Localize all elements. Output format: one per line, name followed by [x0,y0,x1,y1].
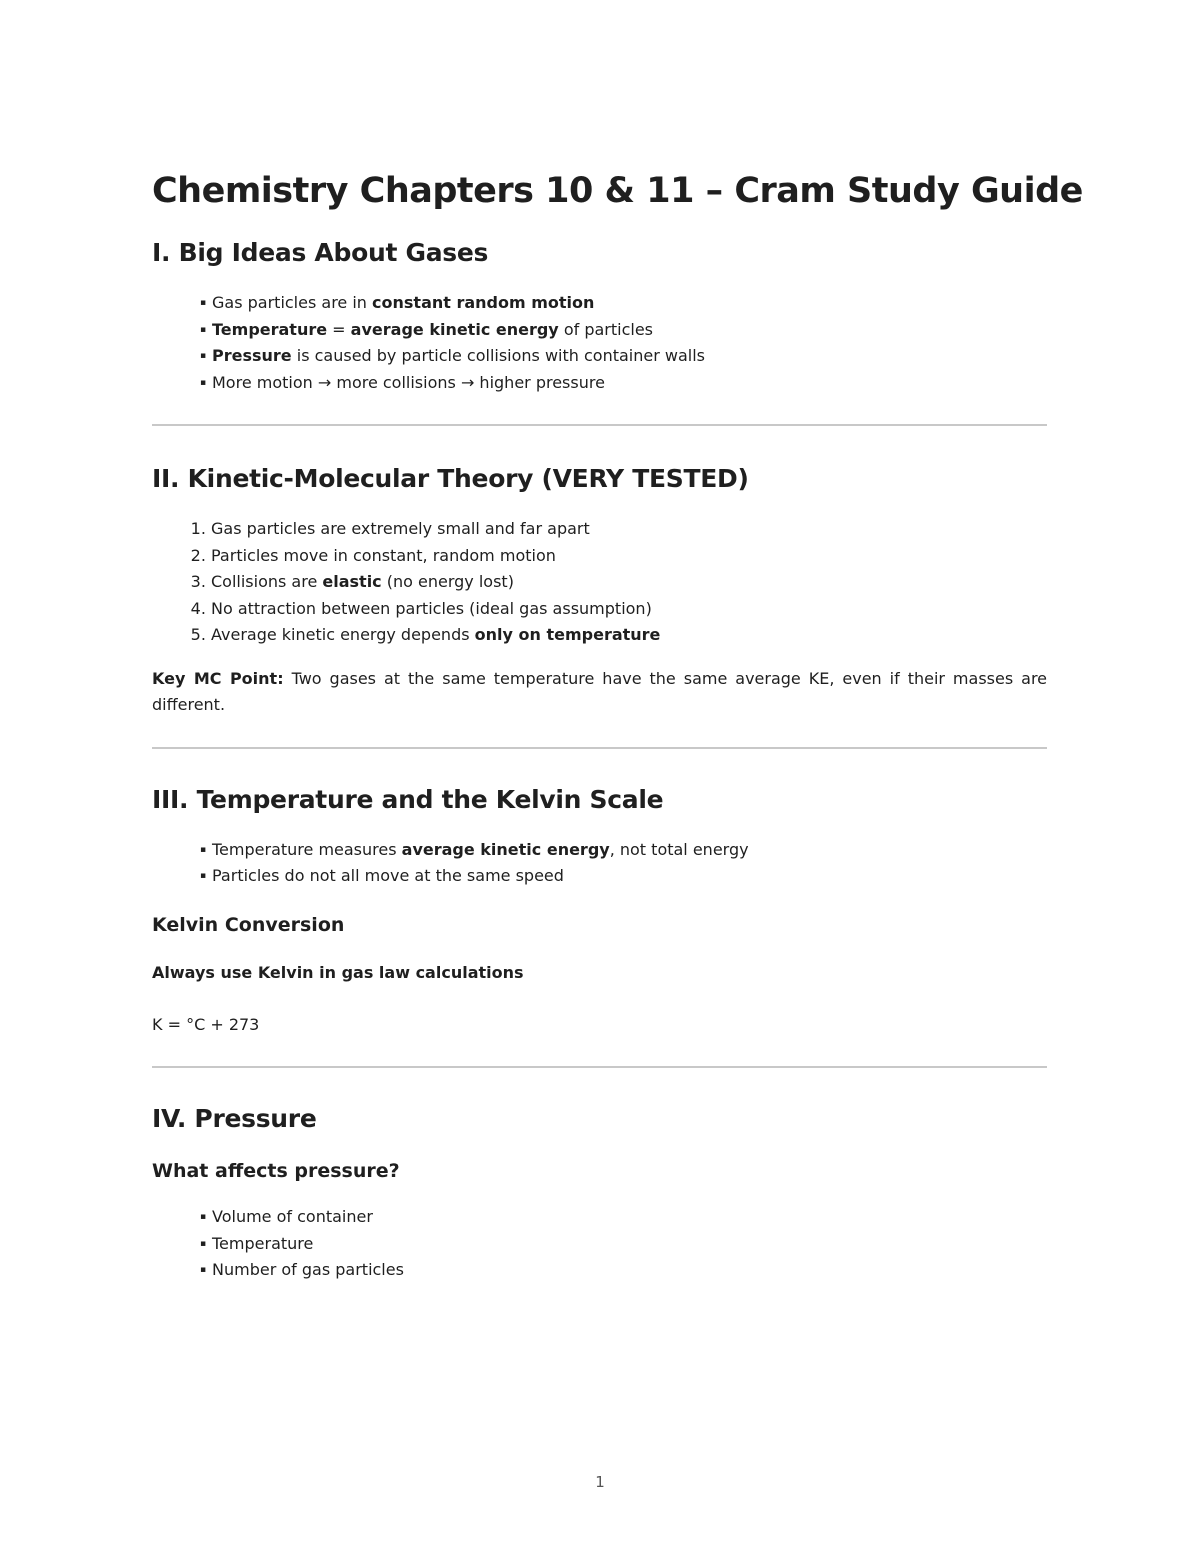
list-item: 3. Collisions are elastic (no energy lost) [211,569,1047,596]
section-heading-temperature-kelvin: III. Temperature and the Kelvin Scale [152,784,664,814]
list-item: ▪ Pressure is caused by particle collisions with container walls [200,343,1047,370]
key-mc-label: Key MC Point: [152,668,284,688]
temperature-list [152,837,1047,890]
kmt-list [152,516,1047,649]
kelvin-note: Always use Kelvin in gas law calculations [152,962,524,982]
section-heading-pressure: IV. Pressure [152,1104,317,1133]
subheading-kelvin-conversion: Kelvin Conversion [152,913,345,936]
page-number: 1 [595,1473,605,1491]
list-item: ▪ More motion → more collisions → higher pressure [200,370,1047,397]
section-divider [152,424,1047,426]
document-title: Chemistry Chapters 10 & 11 – Cram Study Guide [152,171,1083,211]
big-ideas-list [152,290,1047,396]
document-page [152,168,1083,1284]
list-item: ▪ Temperature [200,1231,1047,1258]
list-item: ▪ Number of gas particles [200,1257,1047,1284]
kelvin-formula: K = °C + 273 [152,1014,260,1034]
section-divider [152,1066,1047,1068]
list-item: ▪ Gas particles are in constant random motion [200,290,1047,317]
list-item: 2. Particles move in constant, random motion [211,543,1047,570]
key-mc-point: Key MC Point: Two gases at the same temperature have the same average KE, even if their masses are different. [152,668,1048,714]
list-item: ▪ Volume of container [200,1204,1047,1231]
list-item: ▪ Temperature measures average kinetic energy, not total energy [200,837,1047,864]
list-item: ▪ Particles do not all move at the same speed [200,863,1047,890]
list-item: 4. No attraction between particles (ideal gas assumption) [211,596,1047,623]
subheading-what-affects-pressure: What affects pressure? [152,1160,400,1182]
pressure-factors-list [152,1204,1047,1284]
list-item: ▪ Temperature = average kinetic energy of particles [200,317,1047,344]
section-heading-kinetic-molecular-theory: II. Kinetic-Molecular Theory (VERY TESTED) [152,464,749,493]
list-item: 5. Average kinetic energy depends only on temperature [211,622,1047,649]
section-divider [152,747,1047,749]
section-heading-big-ideas: I. Big Ideas About Gases [152,238,489,267]
list-item: 1. Gas particles are extremely small and far apart [211,516,1047,543]
